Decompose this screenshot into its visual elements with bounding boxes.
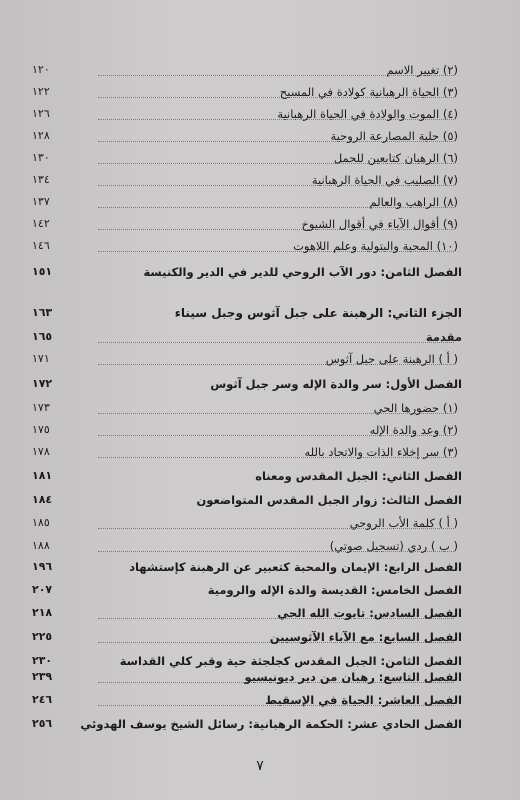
toc-entry-title: (٣) الحياة الرهبانية كولادة في المسيح (279, 85, 458, 99)
toc-page-number: ٢٠٧ (32, 583, 53, 596)
toc-page-number: ١٨٥ (32, 516, 50, 529)
toc-chapter-title: الفصل العاشر: الحياة في الإسقيط (265, 693, 462, 707)
toc-page-number: ١٢٠ (32, 63, 50, 76)
toc-entry (0, 398, 520, 418)
toc-chapter-title: مقدمة (425, 330, 462, 344)
toc-page-number: ١٢٦ (32, 107, 50, 120)
toc-entry-title: (٢) تغيير الاسم (386, 63, 458, 77)
toc-chapter-title: الفصل الثالث: زوار الجبل المقدس المتواضعون (196, 493, 462, 507)
toc-entry-title: (٦) الرهبان كتابعين للحمل (333, 151, 458, 165)
dot-leader (98, 342, 454, 343)
toc-page-number: ١٧٢ (32, 377, 53, 390)
toc-entry (0, 82, 520, 102)
toc-entry (0, 420, 520, 440)
toc-page-number: ١٢٨ (32, 129, 50, 142)
toc-entry (0, 192, 520, 212)
toc-entry-title: ( ب ) ردي (تسجيل صوتي) (329, 539, 458, 553)
toc-chapter-entry (0, 603, 520, 623)
toc-page-number: ١٣٤ (32, 173, 50, 186)
toc-entry-title: (٩) أقوال الآباء في أقوال الشيوخ (301, 217, 458, 231)
toc-part-title: الجزء الثاني: الرهبنة على جبل آثوس وجبل سيناء (174, 306, 462, 320)
toc-page-number: ١٨١ (32, 469, 53, 482)
toc-entry (0, 536, 520, 556)
toc-chapter-entry (0, 690, 520, 710)
toc-page-number: ١٩٦ (32, 560, 53, 573)
toc-entry (0, 236, 520, 256)
toc-chapter-entry (0, 667, 520, 687)
toc-page-number: ٢١٨ (32, 606, 53, 619)
toc-entry (0, 214, 520, 234)
toc-entry (0, 442, 520, 462)
toc-page-number: ١٧١ (32, 352, 50, 365)
toc-entry (0, 126, 520, 146)
toc-page-number: ١٨٤ (32, 493, 53, 506)
toc-entry-title: (١٠) المحبة والبتولية وعلم اللاهوت (293, 239, 458, 253)
toc-page-number: ١٢٢ (32, 85, 50, 98)
toc-page-number: ١٦٣ (32, 306, 53, 319)
toc-entry (0, 513, 520, 533)
toc-page-number: ٢٤٦ (32, 693, 53, 706)
toc-chapter-title: الفصل الرابع: الإيمان والمحبة كتعبير عن الرهبنة كإستشهاد (129, 560, 462, 574)
toc-page-number: ١٣٠ (32, 151, 50, 164)
toc-entry-title: ( أ ) الرهبنة على جبل آثوس (325, 352, 458, 366)
toc-entry (0, 170, 520, 190)
toc-chapter-title: الفصل السادس: تابوت الله الحي (277, 606, 462, 620)
toc-chapter-title: الفصل السابع: مع الآباء الآثوسيين (269, 630, 462, 644)
toc-page-number: ٢٣٠ (32, 654, 53, 667)
toc-entry-title: (٧) الصليب في الحياة الرهبانية (311, 173, 458, 187)
toc-chapter-entry (0, 466, 520, 486)
toc-entry-title: (٢) وعد والدة الإله (369, 423, 458, 437)
toc-page-number: ١٧٨ (32, 445, 50, 458)
toc-page-number: ١٤٢ (32, 217, 50, 230)
toc-entry (0, 349, 520, 369)
toc-entry (0, 148, 520, 168)
toc-page-number: ١٧٥ (32, 423, 50, 436)
toc-chapter-entry (0, 557, 520, 577)
toc-chapter-title: الفصل الثامن: الجبل المقدس كجلجثة حية وقبر كلي القداسة (119, 654, 462, 668)
toc-chapter-entry (0, 490, 520, 510)
toc-chapter-entry (0, 627, 520, 647)
toc-page-number: ١٤٦ (32, 239, 50, 252)
toc-chapter-entry (0, 580, 520, 600)
toc-entry-title: (١) حضورها الحي (373, 401, 458, 415)
page-number: ٧ (256, 758, 264, 774)
toc-part-entry (0, 303, 520, 323)
toc-page-number: ١٧٣ (32, 401, 50, 414)
toc-page-number: ١٥١ (32, 265, 53, 278)
toc-chapter-title: الفصل الثاني: الجبل المقدس ومعناه (255, 469, 462, 483)
toc-entry-title: ( أ ) كلمة الأب الروحي (349, 516, 458, 530)
toc-chapter-title: الفصل الحادي عشر: الحكمة الرهبانية: رسائل الشيخ يوسف الهدوئي (80, 717, 462, 731)
toc-chapter-title: الفصل الثامن: دور الآب الروحي للدير في الدير والكنيسة (143, 265, 462, 279)
toc-chapter-entry (0, 374, 520, 394)
toc-page-number: ١٦٥ (32, 330, 53, 343)
toc-page-number: ١٨٨ (32, 539, 50, 552)
toc-entry-title: (٨) الراهب والعالم (369, 195, 458, 209)
toc-entry-title: (٣) سر إخلاء الذات والاتحاد بالله (304, 445, 458, 459)
toc-page-number: ١٣٧ (32, 195, 50, 208)
toc-page-number: ٢٢٥ (32, 630, 53, 643)
toc-chapter-entry (0, 714, 520, 734)
toc-page-number: ٢٥٦ (32, 717, 53, 730)
toc-entry-title: (٤) الموت والولادة في الحياة الرهبانية (277, 107, 458, 121)
toc-chapter-entry (0, 262, 520, 282)
toc-entry (0, 104, 520, 124)
toc-chapter-title: الفصل الأول: سر والدة الإله وسر جبل آثوس (210, 377, 462, 391)
toc-chapter-title: الفصل التاسع: رهبان من دير ديونيسيو (244, 670, 462, 684)
toc-chapter-title: الفصل الخامس: القديسة والدة الإله والرومية (207, 583, 462, 597)
toc-entry (0, 60, 520, 80)
toc-page-number: ٢٣٩ (32, 670, 53, 683)
toc-chapter-entry (0, 327, 520, 347)
toc-entry-title: (٥) حلبة المصارعة الروحية (330, 129, 458, 143)
